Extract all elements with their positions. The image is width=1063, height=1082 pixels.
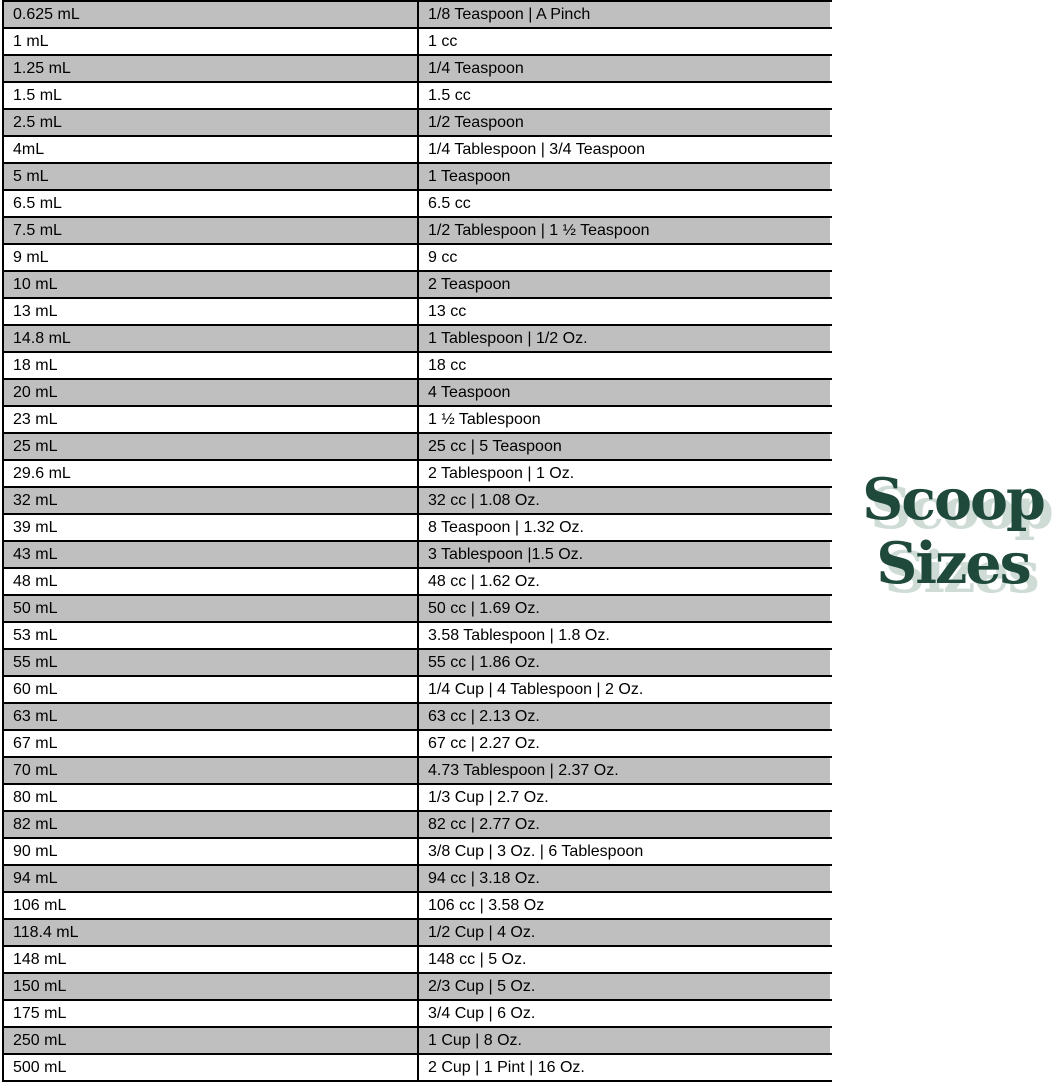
- ml-value-cell: 118.4 mL: [4, 920, 417, 945]
- ml-value-cell: 175 mL: [4, 1001, 417, 1026]
- ml-value-cell: 70 mL: [4, 758, 417, 783]
- ml-value-cell: 55 mL: [4, 650, 417, 675]
- ml-value-cell: 82 mL: [4, 812, 417, 837]
- ml-value-cell: 4mL: [4, 137, 417, 162]
- ml-value-cell: 63 mL: [4, 704, 417, 729]
- ml-value-cell: 0.625 mL: [4, 2, 417, 27]
- equivalent-value-cell: 8 Teaspoon | 1.32 Oz.: [417, 515, 830, 540]
- equivalent-value-cell: 13 cc: [417, 299, 830, 324]
- equivalent-value-cell: 1/2 Tablespoon | 1 ½ Teaspoon: [417, 218, 830, 243]
- table-row: [4, 353, 832, 380]
- ml-value-cell: 25 mL: [4, 434, 417, 459]
- table-row: [4, 434, 832, 461]
- equivalent-value-cell: 55 cc | 1.86 Oz.: [417, 650, 830, 675]
- table-row: [4, 785, 832, 812]
- equivalent-value-cell: 94 cc | 3.18 Oz.: [417, 866, 830, 891]
- ml-value-cell: 150 mL: [4, 974, 417, 999]
- table-row: [4, 461, 832, 488]
- ml-value-cell: 7.5 mL: [4, 218, 417, 243]
- ml-value-cell: 14.8 mL: [4, 326, 417, 351]
- equivalent-value-cell: 1/2 Cup | 4 Oz.: [417, 920, 830, 945]
- equivalent-value-cell: 67 cc | 2.27 Oz.: [417, 731, 830, 756]
- ml-value-cell: 32 mL: [4, 488, 417, 513]
- table-row: [4, 407, 832, 434]
- scoop-sizes-logo: [843, 468, 1063, 596]
- table-row: [4, 920, 832, 947]
- equivalent-value-cell: 2/3 Cup | 5 Oz.: [417, 974, 830, 999]
- equivalent-value-cell: 1/8 Teaspoon | A Pinch: [417, 2, 830, 27]
- equivalent-value-cell: 3/8 Cup | 3 Oz. | 6 Tablespoon: [417, 839, 830, 864]
- ml-value-cell: 43 mL: [4, 542, 417, 567]
- ml-value-cell: 5 mL: [4, 164, 417, 189]
- ml-value-cell: 48 mL: [4, 569, 417, 594]
- ml-value-cell: 50 mL: [4, 596, 417, 621]
- equivalent-value-cell: 82 cc | 2.77 Oz.: [417, 812, 830, 837]
- table-row: [4, 515, 832, 542]
- table-row: [4, 272, 832, 299]
- table-row: [4, 245, 832, 272]
- ml-value-cell: 13 mL: [4, 299, 417, 324]
- ml-value-cell: 18 mL: [4, 353, 417, 378]
- equivalent-value-cell: 32 cc | 1.08 Oz.: [417, 488, 830, 513]
- equivalent-value-cell: 3 Tablespoon |1.5 Oz.: [417, 542, 830, 567]
- ml-value-cell: 23 mL: [4, 407, 417, 432]
- ml-value-cell: 90 mL: [4, 839, 417, 864]
- equivalent-value-cell: 1 Tablespoon | 1/2 Oz.: [417, 326, 830, 351]
- equivalent-value-cell: 1/3 Cup | 2.7 Oz.: [417, 785, 830, 810]
- equivalent-value-cell: 1/2 Teaspoon: [417, 110, 830, 135]
- table-row: [4, 326, 832, 353]
- ml-value-cell: 94 mL: [4, 866, 417, 891]
- table-row: [4, 596, 832, 623]
- table-row: [4, 218, 832, 245]
- ml-value-cell: 80 mL: [4, 785, 417, 810]
- ml-value-cell: 53 mL: [4, 623, 417, 648]
- ml-value-cell: 9 mL: [4, 245, 417, 270]
- table-row: [4, 2, 832, 29]
- table-row: [4, 947, 832, 974]
- equivalent-value-cell: 2 Teaspoon: [417, 272, 830, 297]
- table-row: [4, 29, 832, 56]
- logo-line-scoop: Scoop: [862, 466, 1044, 533]
- equivalent-value-cell: 1/4 Cup | 4 Tablespoon | 2 Oz.: [417, 677, 830, 702]
- equivalent-value-cell: 106 cc | 3.58 Oz: [417, 893, 830, 918]
- table-row: [4, 704, 832, 731]
- table-row: [4, 866, 832, 893]
- table-row: [4, 758, 832, 785]
- ml-value-cell: 29.6 mL: [4, 461, 417, 486]
- table-row: [4, 56, 832, 83]
- table-row: [4, 110, 832, 137]
- table-row: [4, 677, 832, 704]
- ml-value-cell: 10 mL: [4, 272, 417, 297]
- table-row: [4, 839, 832, 866]
- ml-value-cell: 106 mL: [4, 893, 417, 918]
- equivalent-value-cell: 1 Cup | 8 Oz.: [417, 1028, 830, 1053]
- table-row: [4, 191, 832, 218]
- table-row: [4, 1001, 832, 1028]
- equivalent-value-cell: 1 ½ Tablespoon: [417, 407, 830, 432]
- table-row: [4, 164, 832, 191]
- table-row: [4, 137, 832, 164]
- table-row: [4, 731, 832, 758]
- equivalent-value-cell: 3.58 Tablespoon | 1.8 Oz.: [417, 623, 830, 648]
- ml-value-cell: 20 mL: [4, 380, 417, 405]
- equivalent-value-cell: 1/4 Teaspoon: [417, 56, 830, 81]
- ml-value-cell: 2.5 mL: [4, 110, 417, 135]
- equivalent-value-cell: 2 Cup | 1 Pint | 16 Oz.: [417, 1055, 830, 1080]
- ml-value-cell: 500 mL: [4, 1055, 417, 1080]
- table-row: [4, 380, 832, 407]
- ml-value-cell: 67 mL: [4, 731, 417, 756]
- equivalent-value-cell: 50 cc | 1.69 Oz.: [417, 596, 830, 621]
- equivalent-value-cell: 63 cc | 2.13 Oz.: [417, 704, 830, 729]
- ml-value-cell: 1.25 mL: [4, 56, 417, 81]
- ml-value-cell: 148 mL: [4, 947, 417, 972]
- equivalent-value-cell: 3/4 Cup | 6 Oz.: [417, 1001, 830, 1026]
- ml-value-cell: 6.5 mL: [4, 191, 417, 216]
- table-row: [4, 974, 832, 1001]
- table-row: [4, 83, 832, 110]
- table-row: [4, 542, 832, 569]
- ml-value-cell: 250 mL: [4, 1028, 417, 1053]
- table-row: [4, 569, 832, 596]
- table-row: [4, 812, 832, 839]
- ml-value-cell: 60 mL: [4, 677, 417, 702]
- scoop-size-conversion-table: [2, 0, 832, 1082]
- equivalent-value-cell: 1 Teaspoon: [417, 164, 830, 189]
- table-row: [4, 1028, 832, 1055]
- equivalent-value-cell: 18 cc: [417, 353, 830, 378]
- ml-value-cell: 1.5 mL: [4, 83, 417, 108]
- ml-value-cell: 39 mL: [4, 515, 417, 540]
- table-row: [4, 623, 832, 650]
- equivalent-value-cell: 9 cc: [417, 245, 830, 270]
- equivalent-value-cell: 1.5 cc: [417, 83, 830, 108]
- equivalent-value-cell: 4 Teaspoon: [417, 380, 830, 405]
- equivalent-value-cell: 1/4 Tablespoon | 3/4 Teaspoon: [417, 137, 830, 162]
- equivalent-value-cell: 2 Tablespoon | 1 Oz.: [417, 461, 830, 486]
- table-row: [4, 1055, 832, 1082]
- equivalent-value-cell: 1 cc: [417, 29, 830, 54]
- equivalent-value-cell: 4.73 Tablespoon | 2.37 Oz.: [417, 758, 830, 783]
- equivalent-value-cell: 25 cc | 5 Teaspoon: [417, 434, 830, 459]
- table-row: [4, 299, 832, 326]
- table-row: [4, 488, 832, 515]
- table-row: [4, 650, 832, 677]
- logo-line-sizes: Sizes: [876, 530, 1030, 597]
- equivalent-value-cell: 148 cc | 5 Oz.: [417, 947, 830, 972]
- equivalent-value-cell: 6.5 cc: [417, 191, 830, 216]
- table-row: [4, 893, 832, 920]
- ml-value-cell: 1 mL: [4, 29, 417, 54]
- equivalent-value-cell: 48 cc | 1.62 Oz.: [417, 569, 830, 594]
